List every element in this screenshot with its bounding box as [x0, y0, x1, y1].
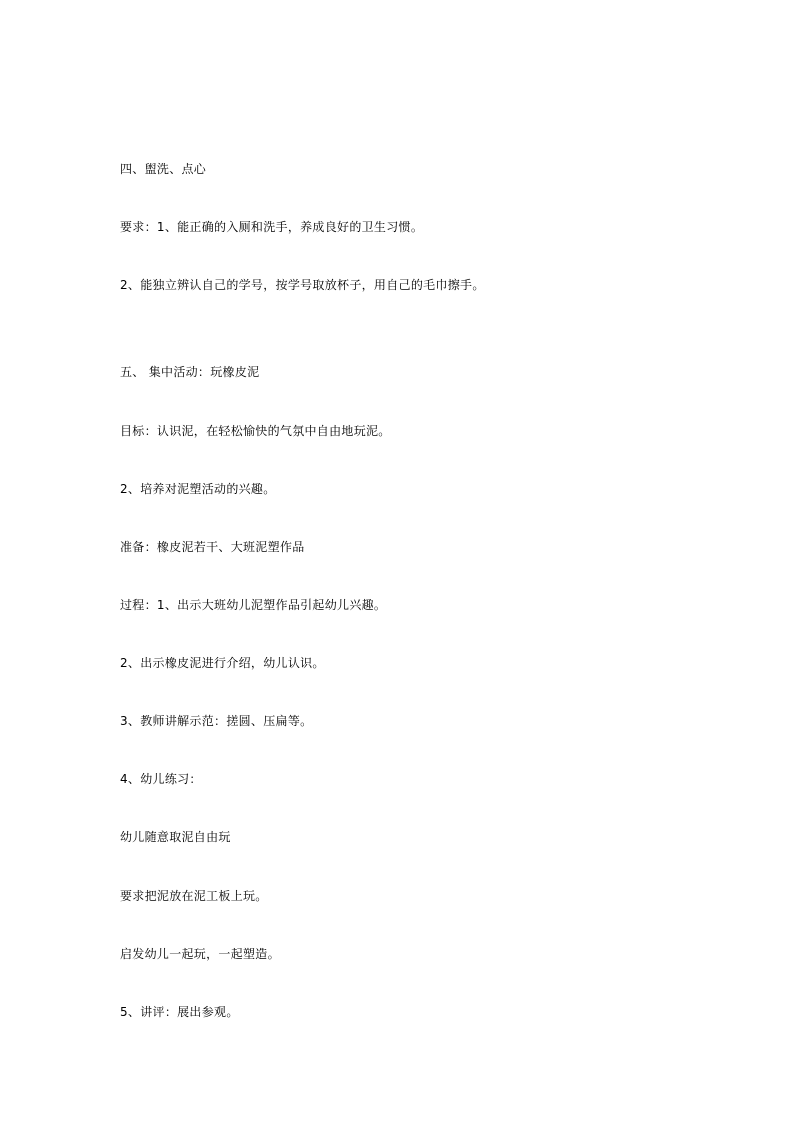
goal-line-1: 目标：认识泥，在轻松愉快的气氛中自由地玩泥。 — [120, 424, 391, 438]
requirement-line-1: 要求：1、能正确的入厕和洗手，养成良好的卫生习惯。 — [120, 220, 424, 234]
practice-line-1: 幼儿随意取泥自由玩 — [120, 830, 231, 844]
process-line-2: 2、出示橡皮泥进行介绍，幼儿认识。 — [120, 656, 325, 670]
goal-line-2: 2、培养对泥塑活动的兴趣。 — [120, 482, 276, 496]
practice-line-3: 启发幼儿一起玩，一起塑造。 — [120, 947, 280, 961]
process-line-1: 过程：1、出示大班幼儿泥塑作品引起幼儿兴趣。 — [120, 598, 387, 612]
requirement-line-2: 2、能独立辨认自己的学号，按学号取放杯子，用自己的毛巾擦手。 — [120, 278, 485, 292]
practice-line-2: 要求把泥放在泥工板上玩。 — [120, 889, 268, 903]
process-line-4: 4、幼儿练习： — [120, 772, 202, 786]
preparation-line: 准备：橡皮泥若干、大班泥塑作品 — [120, 540, 305, 554]
process-line-3: 3、教师讲解示范：搓圆、压扁等。 — [120, 714, 313, 728]
section-heading-group-activity: 五、 集中活动：玩橡皮泥 — [120, 365, 260, 379]
section-heading-washing-snack: 四、盥洗、点心 — [120, 162, 207, 176]
process-line-5: 5、讲评：展出参观。 — [120, 1005, 239, 1019]
